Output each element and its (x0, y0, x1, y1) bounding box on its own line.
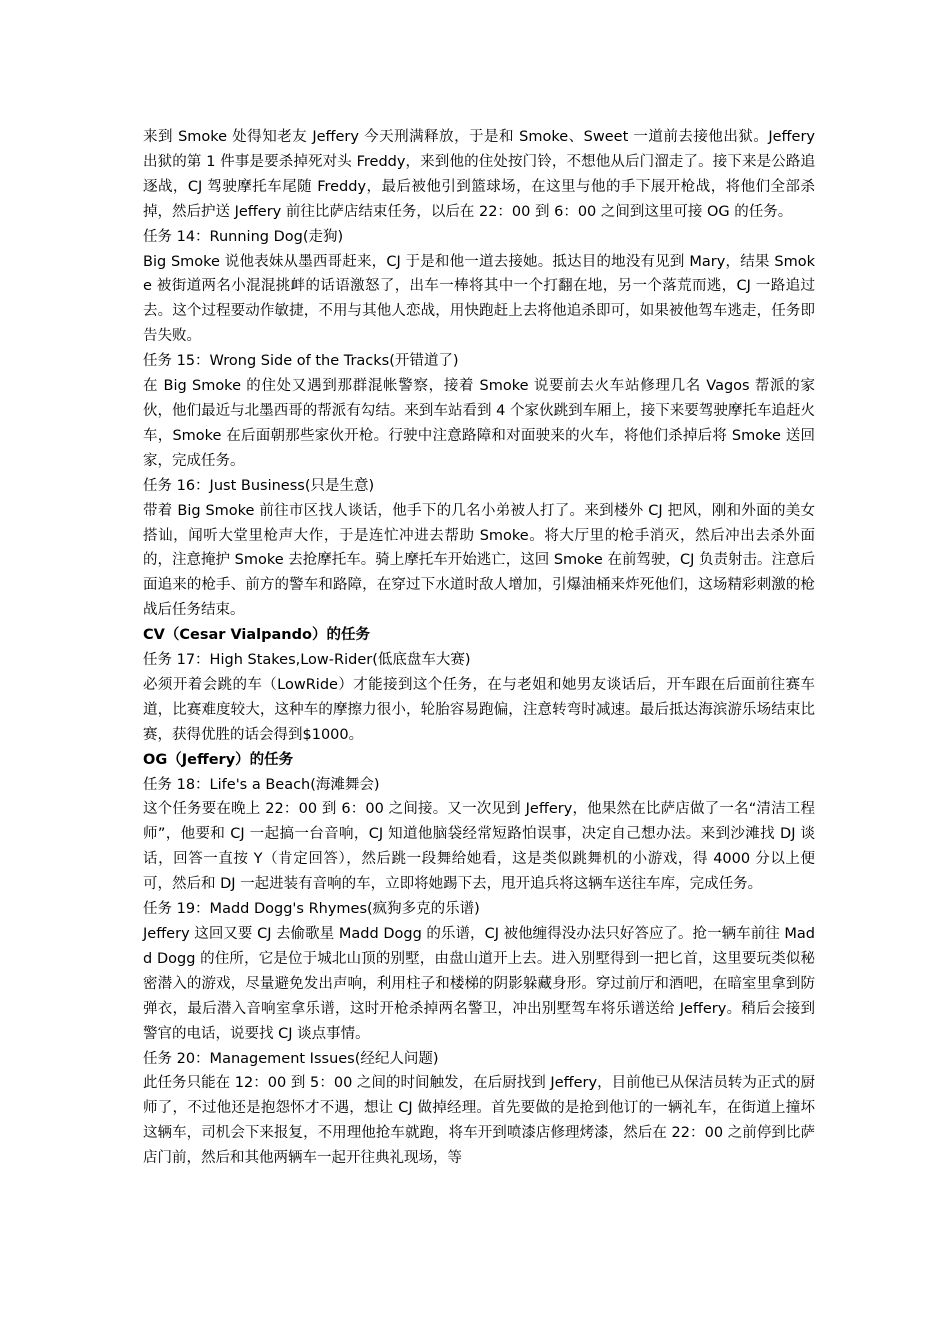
mission-title: 任务 18：Life's a Beach(海滩舞会) (143, 776, 380, 793)
paragraph-body: 带着 Big Smoke 前往市区找人谈话，他手下的几名小弟被人打了。来到楼外 CJ 把风，刚和外面的美女搭讪，闻听大堂里枪声大作，于是连忙冲进去帮助 Smoke。将大厅里的枪手消灭，然后冲出去杀外面的，注意掩护 Smoke 去抢摩托车。骑上摩托车开始逃亡，这回 Smoke 在前驾驶，CJ 负责射击。注意后面追来的枪手、前方的警车和路障，在穿过下水道时敌人增加，引爆油桶来炸死他们，这场精彩刺激的枪战后任务结束。 (143, 502, 815, 619)
paragraph-body: 在 Big Smoke 的住处又遇到那群混帐警察，接着 Smoke 说要前去火车站修理几名 Vagos 帮派的家伙，他们最近与北墨西哥的帮派有勾结。来到车站看到 4 个家伙跳到车厢上，接下来要驾驶摩托车追赶火车，Smoke 在后面朝那些家伙开枪。行驶中注意路障和对面驶来的火车，将他们杀掉后将 Smoke 送回家，完成任务。 (143, 378, 815, 469)
mission-title: 任务 17：High Stakes,Low-Rider(低底盘车大赛) (143, 652, 471, 669)
paragraph-body: 此任务只能在 12：00 到 5：00 之间的时间触发，在后厨找到 Jeffery，目前他已从保洁员转为正式的厨师了，不过他还是抱怨怀才不遇，想让 CJ 做掉经理。首先要做的是抢到他订的一辆礼车，在街道上撞坏这辆车，司机会下来报复，不用理他抢车就跑，将车开到喷漆店修理烤漆，然后在 22：00 之前停到比萨店门前，然后和其他两辆车一起开往典礼现场，等 (143, 1075, 815, 1167)
mission-title: 任务 20：Management Issues(经纪人问题) (143, 1050, 439, 1067)
document-body (143, 125, 815, 1171)
section-heading: CV（Cesar Vialpando）的任务 (143, 627, 370, 644)
mission-title: 任务 19：Madd Dogg's Rhymes(疯狗多克的乐谱) (143, 901, 480, 918)
paragraph-body: Jeffery 这回又要 CJ 去偷歌星 Madd Dogg 的乐谱，CJ 被他缠得没办法只好答应了。抢一辆车前往 Madd Dogg 的住所，它是位于城北山顶的别墅，由盘山道开上去。进入别墅得到一把匕首，这里要玩类似秘密潜入的游戏，尽量避免发出声响，利用柱子和楼梯的阴影躲藏身形。穿过前厅和酒吧，在暗室里拿到防弹衣，最后潜入音响室拿乐谱，这时开枪杀掉两名警卫，冲出别墅驾车将乐谱送给 Jeffery。稍后会接到警官的电话，说要找 CJ 谈点事情。 (143, 926, 815, 1042)
mission-title: 任务 16：Just Business(只是生意) (143, 477, 375, 494)
paragraph-body: Big Smoke 说他表妹从墨西哥赶来，CJ 于是和他一道去接她。抵达目的地没有见到 Mary，结果 Smoke 被街道两名小混混挑衅的话语激怒了，出车一棒将其中一个打翻在地，另一个落荒而逃，CJ 一路追过去。这个过程要动作敏捷，不用与其他人恋战，用快跑赶上去将他追杀即可，如果被他驾车逃走，任务即告失败。 (143, 253, 815, 345)
paragraph-body: 必须开着会跳的车（LowRide）才能接到这个任务，在与老姐和她男友谈话后，开车跟在后面前往赛车道，比赛难度较大，这种车的摩擦力很小，轮胎容易跑偏，注意转弯时减速。最后抵达海滨游乐场结束比赛，获得优胜的话会得到$1000。 (143, 676, 815, 743)
mission-title: 任务 14：Running Dog(走狗) (143, 228, 344, 245)
paragraph-body: 来到 Smoke 处得知老友 Jeffery 今天刑满释放，于是和 Smoke、Sweet 一道前去接他出狱。Jeffery 出狱的第 1 件事是要杀掉死对头 Freddy，来到他的住处按门铃，不想他从后门溜走了。接下来是公路追逐战，CJ 驾驶摩托车尾随 Freddy，最后被他引到篮球场，在这里与他的手下展开枪战，将他们全部杀掉，然后护送 Jeffery 前往比萨店结束任务，以后在 22：00 到 6：00 之间到这里可接 OG 的任务。 (143, 129, 815, 220)
paragraph-body: 这个任务要在晚上 22：00 到 6：00 之间接。又一次见到 Jeffery，他果然在比萨店做了一名“清洁工程师”，他要和 CJ 一起搞一台音响，CJ 知道他脑袋经常短路怕误事，决定自己想办法。来到沙滩找 DJ 谈话，回答一直按 Y（肯定回答），然后跳一段舞给她看，这是类似跳舞机的小游戏，得 4000 分以上便可，然后和 DJ 一起进装有音响的车，立即将她踢下去，甩开追兵将这辆车送往车库，完成任务。 (143, 801, 815, 893)
mission-title: 任务 15：Wrong Side of the Tracks(开错道了) (143, 353, 459, 370)
section-heading: OG（Jeffery）的任务 (143, 751, 294, 768)
